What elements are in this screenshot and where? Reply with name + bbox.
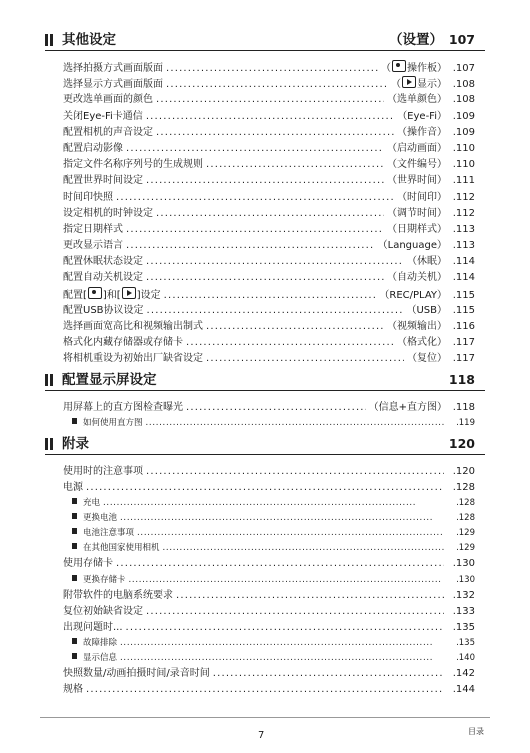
dot-leader xyxy=(126,141,384,157)
entry-tag: （信息+直方图） xyxy=(368,402,447,413)
dot-leader xyxy=(166,61,378,77)
entry-tag: （视频输出） xyxy=(387,321,447,332)
entry-text: 更改显示语言 xyxy=(63,240,123,252)
dot-leader xyxy=(116,556,444,572)
entry-label xyxy=(63,77,163,93)
entry-label xyxy=(63,666,210,682)
entry-page: .117 xyxy=(452,337,475,349)
entry-page: .114 xyxy=(452,256,475,268)
entry-tag: （Eye-Fi） xyxy=(397,110,447,122)
square-bullet-icon xyxy=(72,638,77,644)
section-subtitle: （设置） xyxy=(389,32,443,48)
entry-label xyxy=(63,556,113,572)
entry-label xyxy=(83,573,126,588)
entry-tag: （USB） xyxy=(406,304,447,316)
dot-leader xyxy=(206,319,384,335)
section-title: 附录 xyxy=(62,436,89,452)
entry-label xyxy=(83,496,100,511)
entry-label xyxy=(83,511,117,526)
section-header xyxy=(45,370,485,391)
entry-label xyxy=(63,604,143,620)
section-page: 118 xyxy=(448,372,475,387)
entry-text: 规格 xyxy=(63,684,83,696)
entry-text: 更换存储卡 xyxy=(83,574,126,585)
entry-text: ]设定 xyxy=(136,289,161,301)
toc-entry[interactable] xyxy=(45,125,485,141)
toc-subentry[interactable] xyxy=(45,573,485,588)
entry-tag: （REC/PLAY） xyxy=(379,289,447,301)
toc-entry[interactable] xyxy=(45,157,485,173)
toc-entry[interactable] xyxy=(45,206,485,222)
dot-leader xyxy=(176,588,444,604)
entry-text: 格式化内藏存储器或存储卡 xyxy=(63,337,183,349)
entry-page: .144 xyxy=(452,684,475,696)
toc-entry[interactable] xyxy=(45,109,485,125)
section-bars-icon xyxy=(45,374,56,386)
entry-tag-text: （ xyxy=(381,63,391,74)
entry-label xyxy=(63,173,143,189)
entry-label xyxy=(63,222,123,238)
entry-label xyxy=(63,190,113,206)
entry-page: .135 xyxy=(456,638,475,649)
entry-tag: （复位） xyxy=(407,353,447,365)
entry-page: .108 xyxy=(452,94,475,106)
entry-label xyxy=(63,92,153,108)
entry-text: 出现问题时... xyxy=(63,621,123,633)
entry-page: .109 xyxy=(452,126,475,138)
entry-page: .112 xyxy=(452,207,475,219)
dot-leader xyxy=(86,480,444,496)
entry-page: .115 xyxy=(452,289,475,301)
entry-tag-text: 操作板） xyxy=(407,63,447,74)
dot-leader xyxy=(126,222,384,238)
entry-tag xyxy=(381,60,447,77)
footer-divider xyxy=(40,717,490,718)
entry-text: 更改选单画面的颜色 xyxy=(63,94,153,106)
dot-leader xyxy=(206,157,384,173)
entry-text: 使用存储卡 xyxy=(63,558,113,570)
dot-leader xyxy=(116,190,394,206)
toc-entry[interactable] xyxy=(45,76,485,92)
section-bars-icon xyxy=(45,34,56,46)
entry-page: .113 xyxy=(452,223,475,235)
toc-subentry[interactable] xyxy=(45,496,485,511)
entry-tag: （休眠） xyxy=(407,256,447,268)
entry-page: .115 xyxy=(452,304,475,316)
entry-page: .142 xyxy=(452,668,475,680)
toc-entry[interactable] xyxy=(45,254,485,270)
entry-page: .110 xyxy=(452,142,475,154)
entry-label xyxy=(63,351,203,367)
section-header xyxy=(45,434,485,455)
dot-leader xyxy=(120,636,444,651)
dot-leader xyxy=(146,416,444,431)
dot-leader xyxy=(120,511,444,526)
footer-label: 目录 xyxy=(468,727,484,736)
dot-leader xyxy=(164,288,377,304)
toc-entry[interactable] xyxy=(45,173,485,189)
play-icon xyxy=(122,287,136,299)
entry-page: .130 xyxy=(456,574,475,585)
entry-label xyxy=(63,319,203,335)
toc-entry[interactable] xyxy=(45,303,485,319)
entry-text: 配置相机的声音设定 xyxy=(63,126,153,138)
entry-tag: （操作音） xyxy=(397,126,447,138)
entry-label xyxy=(63,400,183,416)
toc-entry[interactable] xyxy=(45,319,485,335)
dot-leader xyxy=(146,109,394,125)
entry-label xyxy=(63,125,153,141)
dot-leader xyxy=(213,666,444,682)
section-header xyxy=(45,30,485,51)
entry-page: .111 xyxy=(452,175,475,187)
entry-page: .135 xyxy=(452,621,475,633)
entry-page: .107 xyxy=(452,63,475,74)
entry-label xyxy=(83,416,143,431)
dot-leader xyxy=(206,351,404,367)
toc-entry[interactable] xyxy=(45,588,485,604)
entry-text: 电池注意事项 xyxy=(83,528,135,539)
entry-page: .110 xyxy=(452,159,475,171)
dot-leader xyxy=(186,335,394,351)
entry-page: .108 xyxy=(452,79,475,91)
dot-leader xyxy=(126,238,375,254)
toc-subentry[interactable] xyxy=(45,416,485,431)
entry-page: .130 xyxy=(452,558,475,570)
entry-text: 更换电池 xyxy=(83,513,118,524)
entry-text: 关闭Eye-Fi卡通信 xyxy=(63,110,143,122)
entry-page: .128 xyxy=(452,482,475,494)
entry-tag: （世界时间） xyxy=(387,175,447,187)
entry-text: 指定日期样式 xyxy=(63,223,123,235)
toc-subentry[interactable] xyxy=(45,526,485,541)
entry-text: 时间印快照 xyxy=(63,191,113,203)
entry-text: 配置[ xyxy=(63,289,87,301)
entry-text: 将相机重设为初始出厂缺省设定 xyxy=(63,353,203,365)
entry-page: .132 xyxy=(452,589,475,601)
entry-text: 配置世界时间设定 xyxy=(63,175,143,187)
entry-text: 附带软件的电脑系统要求 xyxy=(63,589,173,601)
entry-label xyxy=(63,335,183,351)
entry-label xyxy=(63,480,83,496)
toc-entry[interactable] xyxy=(45,682,485,698)
entry-tag: （Language） xyxy=(377,240,447,252)
dot-leader xyxy=(156,206,384,222)
toc-entry[interactable] xyxy=(45,270,485,286)
entry-label xyxy=(63,464,143,480)
entry-label xyxy=(83,526,134,541)
dot-leader xyxy=(103,496,444,511)
entry-label xyxy=(63,109,143,125)
entry-page: .114 xyxy=(452,272,475,284)
entry-label xyxy=(63,620,123,636)
toc-entry[interactable] xyxy=(45,604,485,620)
entry-tag-text: 显示） xyxy=(417,79,447,91)
entry-label xyxy=(63,206,153,222)
section-appendix xyxy=(45,434,485,699)
dot-leader xyxy=(146,604,444,620)
toc-entry[interactable] xyxy=(45,351,485,367)
toc-subentry[interactable] xyxy=(45,511,485,526)
toc-entry[interactable] xyxy=(45,620,485,636)
camera-icon xyxy=(392,60,406,72)
entry-text: 配置USB协议设定 xyxy=(63,304,144,316)
entry-label xyxy=(63,141,123,157)
entry-label xyxy=(63,287,161,304)
entry-tag: （选单颜色） xyxy=(387,94,447,106)
dot-leader xyxy=(146,173,384,189)
dot-leader xyxy=(166,77,388,93)
dot-leader xyxy=(137,526,444,541)
entry-text: 使用时的注意事项 xyxy=(63,466,143,477)
toc-list xyxy=(45,464,485,699)
entry-page: .117 xyxy=(452,353,475,365)
toc-entry[interactable] xyxy=(45,335,485,351)
entry-tag: （时间印） xyxy=(397,191,447,203)
entry-page: .133 xyxy=(452,605,475,617)
entry-text: 复位初始缺省设定 xyxy=(63,605,143,617)
entry-text: 在其他国家使用相机 xyxy=(83,543,160,554)
entry-page: .129 xyxy=(456,543,475,554)
square-bullet-icon xyxy=(72,543,77,549)
square-bullet-icon xyxy=(72,653,77,659)
entry-text: 充电 xyxy=(83,498,101,509)
entry-tag xyxy=(391,76,447,93)
entry-tag: （启动画面） xyxy=(387,142,447,154)
entry-text: 配置自动关机设定 xyxy=(63,272,143,284)
toc-entry[interactable] xyxy=(45,238,485,254)
toc-subentry[interactable] xyxy=(45,651,485,666)
entry-tag-text: （ xyxy=(391,79,401,91)
entry-label xyxy=(83,651,117,666)
square-bullet-icon xyxy=(72,528,77,534)
entry-text: 如何使用直方图 xyxy=(83,418,143,429)
toc-entry[interactable] xyxy=(45,556,485,572)
entry-text: 快照数量/动画拍摄时间/录音时间 xyxy=(63,668,210,680)
entry-label xyxy=(63,238,123,254)
toc-entry[interactable] xyxy=(45,400,485,416)
entry-label xyxy=(63,303,144,319)
entry-page: .116 xyxy=(452,321,475,332)
entry-page: .120 xyxy=(452,466,475,477)
square-bullet-icon xyxy=(72,498,77,504)
dot-leader xyxy=(156,125,394,141)
footer-page-number: 7 xyxy=(258,730,265,741)
camera-icon xyxy=(88,287,102,299)
toc-entry[interactable] xyxy=(45,190,485,206)
entry-text: 选择画面宽高比和视频输出制式 xyxy=(63,321,203,332)
dot-leader xyxy=(146,464,444,480)
toc-entry[interactable] xyxy=(45,92,485,108)
entry-tag: （格式化） xyxy=(397,337,447,349)
toc-list xyxy=(45,60,485,368)
section-bars-icon xyxy=(45,438,56,450)
entry-page: .113 xyxy=(452,240,475,252)
dot-leader xyxy=(186,400,366,416)
square-bullet-icon xyxy=(72,418,77,424)
entry-text: 故障排除 xyxy=(83,638,118,649)
entry-page: .118 xyxy=(452,402,475,413)
square-bullet-icon xyxy=(72,513,77,519)
entry-page: .128 xyxy=(456,498,475,509)
entry-label xyxy=(83,636,117,651)
entry-tag: （日期样式） xyxy=(387,223,447,235)
entry-label xyxy=(63,270,143,286)
entry-text: 用屏幕上的直方图检查曝光 xyxy=(63,402,183,413)
entry-page: .112 xyxy=(452,191,475,203)
section-title: 其他设定 xyxy=(62,32,116,48)
play-icon xyxy=(402,76,416,88)
entry-label xyxy=(63,157,203,173)
entry-text: 指定文件名称序列号的生成规则 xyxy=(63,159,203,171)
toc-entry[interactable] xyxy=(45,60,485,76)
toc-entry[interactable] xyxy=(45,480,485,496)
section-page: 120 xyxy=(448,436,475,451)
section-display-settings xyxy=(45,370,485,431)
dot-leader xyxy=(156,92,384,108)
entry-page: .128 xyxy=(456,513,475,524)
section-title: 配置显示屏设定 xyxy=(62,372,157,388)
entry-page: .109 xyxy=(452,110,475,122)
toc-list xyxy=(45,400,485,431)
entry-tag: （文件编号） xyxy=(387,159,447,171)
entry-text: 配置启动影像 xyxy=(63,142,123,154)
entry-tag: （自动关机） xyxy=(387,272,447,284)
dot-leader xyxy=(129,573,444,588)
toc-entry[interactable] xyxy=(45,464,485,480)
dot-leader xyxy=(147,303,404,319)
dot-leader xyxy=(146,270,384,286)
entry-text: 选择显示方式画面版面 xyxy=(63,79,163,91)
entry-text: 选择拍摄方式画面版面 xyxy=(63,63,163,74)
dot-leader xyxy=(146,254,404,270)
entry-label xyxy=(63,61,163,77)
entry-label xyxy=(63,588,173,604)
entry-label xyxy=(63,682,83,698)
dot-leader xyxy=(120,651,444,666)
entry-page: .119 xyxy=(456,418,475,429)
entry-text: 配置休眠状态设定 xyxy=(63,256,143,268)
dot-leader xyxy=(86,682,444,698)
toc-subentry[interactable] xyxy=(45,541,485,556)
toc-entry[interactable] xyxy=(45,666,485,682)
entry-text: ]和[ xyxy=(102,289,121,301)
dot-leader xyxy=(163,541,444,556)
entry-text: 设定相机的时钟设定 xyxy=(63,207,153,219)
entry-tag: （调节时间） xyxy=(387,207,447,219)
entry-text: 显示信息 xyxy=(83,653,118,664)
entry-label xyxy=(63,254,143,270)
section-other-settings xyxy=(45,30,485,368)
entry-page: .129 xyxy=(456,528,475,539)
toc-subentry[interactable] xyxy=(45,636,485,651)
dot-leader xyxy=(126,620,444,636)
toc-entry[interactable] xyxy=(45,222,485,238)
entry-page: .140 xyxy=(456,653,475,664)
entry-label xyxy=(83,541,160,556)
section-page: 107 xyxy=(448,32,475,47)
toc-entry[interactable] xyxy=(45,141,485,157)
entry-text: 电源 xyxy=(63,482,83,494)
toc-entry[interactable] xyxy=(45,287,485,303)
square-bullet-icon xyxy=(72,575,77,581)
